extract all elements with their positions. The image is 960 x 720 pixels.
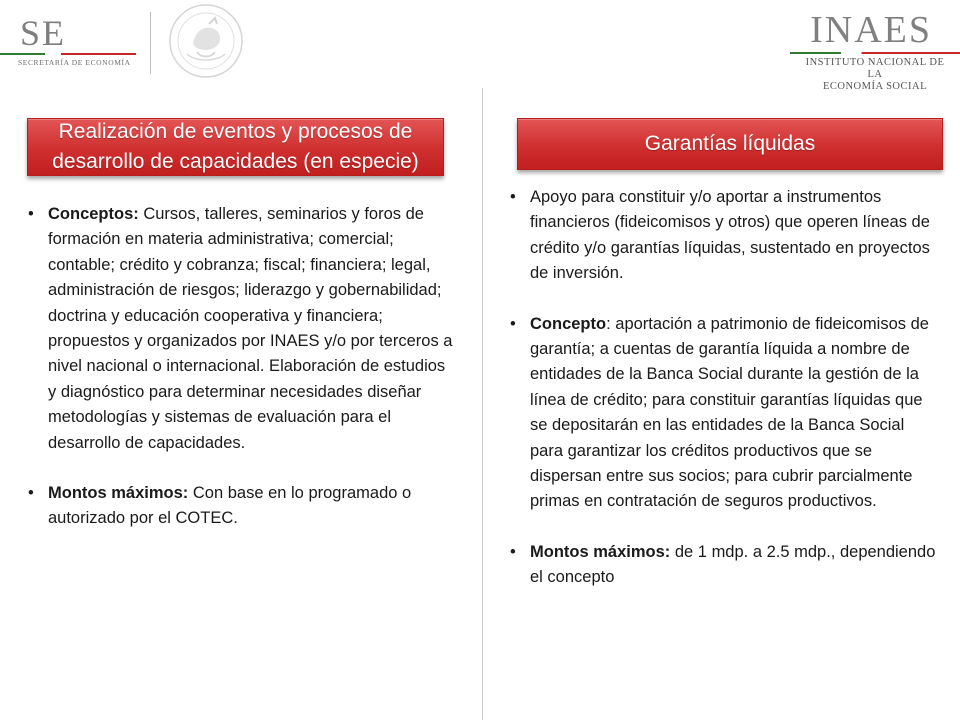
inaes-logo <box>780 0 960 95</box>
bullet-label: Conceptos: <box>48 205 139 223</box>
right-bullet-apoyo <box>510 185 940 287</box>
se-logo <box>0 0 150 80</box>
right-section-title <box>517 118 943 170</box>
coat-of-arms-seal-icon <box>165 2 247 80</box>
inaes-logo-flag-line <box>790 52 960 54</box>
left-bullet-conceptos <box>28 202 453 456</box>
se-logo-flag-line <box>0 53 136 55</box>
bullet-text: Cursos, talleres, seminarios y foros de formación en materia administrativa; comercial; contable; crédito y cobranza; fiscal; financiera; legal, administración de riesgos; liderazgo y gobernabilidad; doctrina y educación cooperativa y financiera; propuestos y organizados por INAES y/o por terceros a nivel nacional o internacional. Elaboración de estudios y diagnóstico para determinar necesidades diseñar metodologías y sistemas de evaluación para el desarrollo de capacidades. <box>48 205 453 452</box>
logo-divider <box>150 12 151 74</box>
bullet-text: Con base en lo programado o autorizado por el COTEC. <box>48 484 412 528</box>
left-section-title <box>27 118 444 176</box>
inaes-subtitle-line1: INSTITUTO NACIONAL DE LA <box>805 57 945 80</box>
left-title-line1: Realización de eventos y procesos de <box>58 120 413 143</box>
se-logo-name: SE <box>20 13 67 53</box>
bullet-text: de 1 mdp. a 2.5 mdp., dependiendo el concepto <box>530 542 936 587</box>
inaes-logo-name: INAES <box>810 9 932 51</box>
inaes-subtitle-line2: ECONOMÍA SOCIAL <box>822 81 928 92</box>
bullet-label: Montos máximos: <box>530 542 671 561</box>
bullet-label: Montos máximos: <box>48 484 189 503</box>
left-bullet-montos <box>28 481 453 532</box>
right-column <box>510 185 940 591</box>
bullet-text: Apoyo para constituir y/o aportar a instrumentos financieros (fideicomisos y otros) que operen líneas de crédito y/o garantías líquidas, sustentado en proyectos de inversión. <box>530 188 930 283</box>
right-bullet-montos <box>510 540 940 591</box>
left-title-line2: desarrollo de capacidades (en especie) <box>52 150 419 173</box>
right-bullet-concepto <box>510 312 940 515</box>
right-title-text: Garantías líquidas <box>644 132 816 155</box>
inaes-logo-subtitle <box>800 57 950 93</box>
bullet-text: : aportación a patrimonio de fideicomisos de garantía; a cuentas de garantía líquida a nombre de entidades de la Banca Social durante la gestión de la línea de crédito; para constituir garantías líquidas que se depositarán en las entidades de la Banca Social para garantizar los créditos productivos que se dispersan entre sus socios; para cubrir parcialmente primas en contratación de seguros productivos. <box>530 314 929 511</box>
left-column <box>28 202 453 532</box>
column-divider <box>482 88 483 720</box>
se-logo-subtitle: SECRETARÍA DE ECONOMÍA <box>18 58 131 67</box>
bullet-label: Concepto <box>530 314 607 333</box>
